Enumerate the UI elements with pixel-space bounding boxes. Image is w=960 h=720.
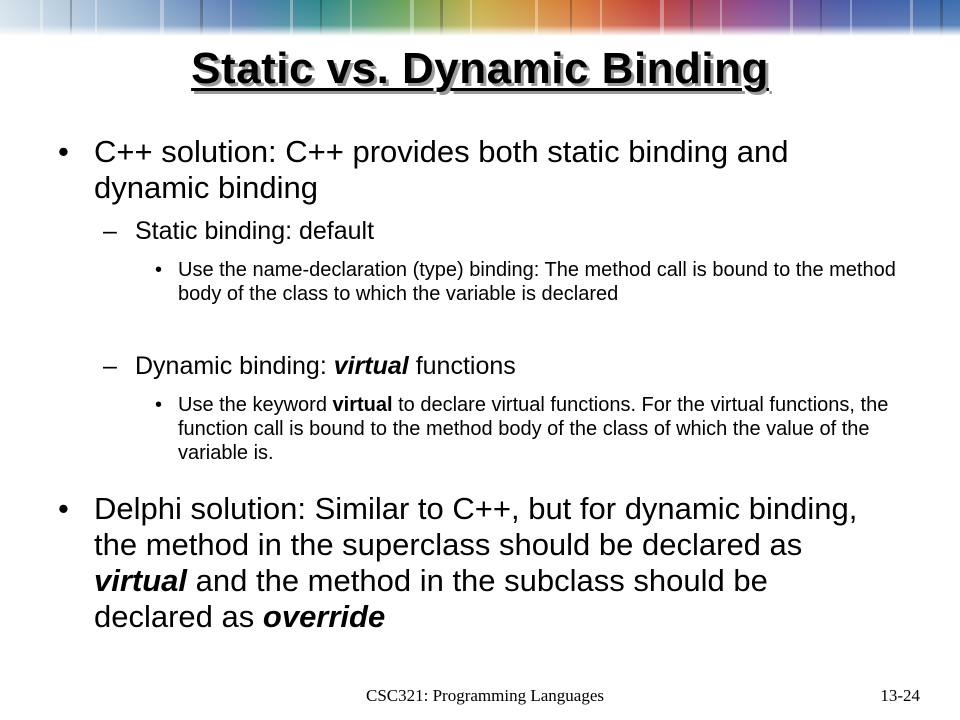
bullet-cpp-solution: C++ solution: C++ provides both static binding and dynamic binding — [94, 134, 789, 205]
dash-marker: – — [103, 217, 117, 245]
detail-text: to declare virtual functions. For the virtual functions, the function call is bound to the method body of the class of which the value of the variable is. — [178, 394, 889, 464]
decorative-color-band — [0, 0, 960, 36]
bullet-delphi-solution — [94, 491, 894, 635]
slide-title: Static vs. Dynamic Binding — [191, 44, 769, 93]
bullet-marker: • — [155, 394, 163, 416]
subitem-text: Dynamic binding: — [135, 352, 334, 380]
keyword-virtual: virtual — [332, 394, 393, 416]
bullet-text: Delphi solution: Similar to C++, but for dynamic binding, the method in the superclass should be declared as — [94, 491, 858, 562]
detail-static-binding: Use the name-declaration (type) binding: The method call is bound to the method body of the class to which the variable is declared — [178, 259, 896, 305]
detail-text: Use the keyword — [178, 394, 333, 416]
footer-course-name: CSC321: Programming Languages — [366, 686, 604, 705]
footer-page-number: 13-24 — [880, 686, 920, 705]
subitem-static-binding: Static binding: default — [135, 217, 375, 245]
bullet-marker: • — [58, 491, 69, 526]
bullet-marker: • — [155, 259, 163, 281]
subitem-dynamic-binding — [135, 351, 895, 381]
subitem-text: functions — [408, 352, 516, 380]
keyword-virtual: virtual — [333, 352, 409, 380]
dash-marker: – — [103, 352, 117, 380]
bullet-marker: • — [58, 134, 69, 169]
keyword-override: override — [262, 599, 386, 634]
detail-dynamic-binding — [178, 393, 898, 465]
bullet-text: and the method in the subclass should be declared as — [94, 563, 768, 634]
keyword-virtual: virtual — [94, 563, 188, 598]
